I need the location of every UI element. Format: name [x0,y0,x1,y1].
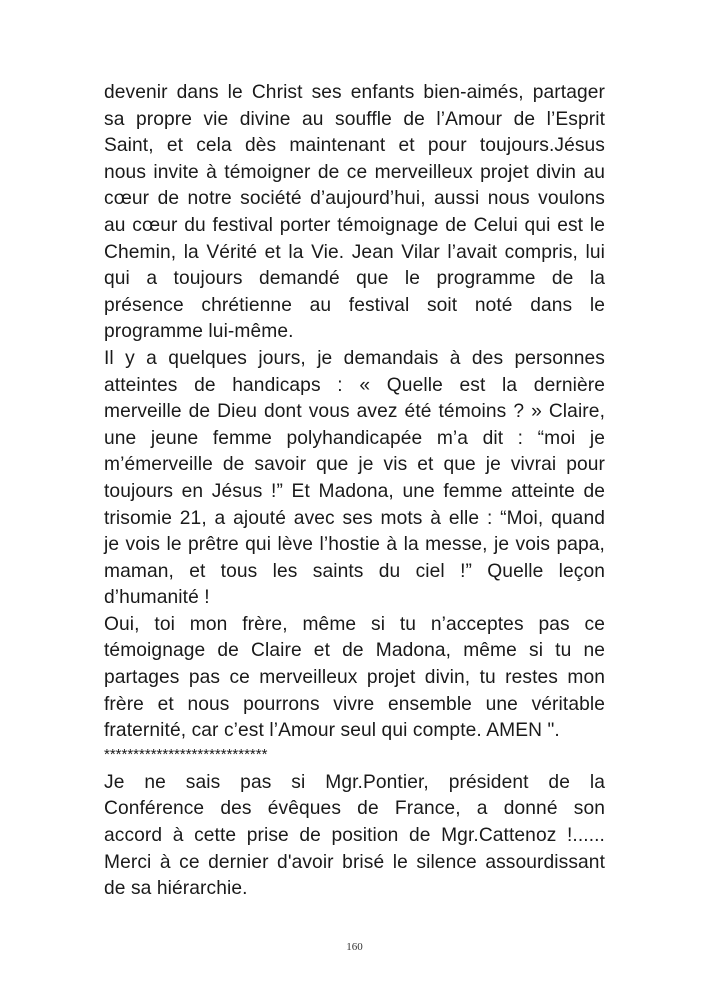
text-line: au cœur du festival porter témoignage de Celui qui est le [104,214,605,236]
text-line: Chemin, la Vérité et la Vie. Jean Vilar l’avait compris, lui [104,241,605,263]
text-line: une jeune femme polyhandicapée m’a dit : “moi je [104,427,605,449]
text-line: toujours en Jésus !” Et Madona, une femme atteinte de [104,480,605,502]
text-line: devenir dans le Christ ses enfants bien-aimés, partager [104,82,605,103]
text-line: maman, et tous les saints du ciel !” Quelle leçon [104,560,605,582]
text-line: Conférence des évêques de France, a donné son [104,798,605,820]
text-line: m’émerveille de savoir que je vis et que je vivrai pour [104,454,605,476]
text-line: Merci à ce dernier d'avoir brisé le silence assourdissant [104,851,605,873]
paragraph [104,346,605,612]
text-line: fraternité, car c’est l’Amour seul qui compte. AMEN ". [104,720,560,742]
paragraph [104,80,605,346]
text-line: qui a toujours demandé que le programme de la [104,268,605,290]
text-line: accord à cette prise de position de Mgr.Cattenoz !...... [104,825,605,847]
separator: **************************** [104,745,268,763]
text-line: de sa hiérarchie. [104,878,248,900]
final-paragraph [104,770,605,903]
text-line: témoignage de Claire et de Madona, même si tu ne [104,640,605,662]
text-line: cœur de notre société d’aujourd’hui, aussi nous voulons [104,188,605,210]
text-line: Saint, et cela dès maintenant et pour toujours.Jésus [104,135,605,157]
text-line: d’humanité ! [104,587,210,609]
text-line: atteintes de handicaps : « Quelle est la dernière [104,374,605,396]
text-line: sa propre vie divine au souffle de l’Amour de l’Esprit [104,108,605,130]
text-line: je vois le prêtre qui lève l’hostie à la messe, je vois papa, [104,534,605,556]
page-number: 160 [346,941,363,953]
text-line: partages pas ce merveilleux projet divin, tu restes mon [104,667,605,689]
text-line: Je ne sais pas si Mgr.Pontier, président de la [104,771,605,793]
text-line: Oui, toi mon frère, même si tu n’acceptes pas ce [104,613,605,635]
paragraph [104,612,605,745]
text-line: nous invite à témoigner de ce merveilleux projet divin au [104,161,605,183]
text-line: frère et nous pourrons vivre ensemble une véritable [104,693,605,715]
text-line: Il y a quelques jours, je demandais à des personnes [104,347,605,369]
text-line: présence chrétienne au festival soit noté dans le [104,294,605,316]
text-line: programme lui-même. [104,321,294,343]
body-text [104,80,605,903]
text-line: trisomie 21, a ajouté avec ses mots à elle : “Moi, quand [104,507,605,529]
text-line: merveille de Dieu dont vous avez été témoins ? » Claire, [104,401,605,423]
